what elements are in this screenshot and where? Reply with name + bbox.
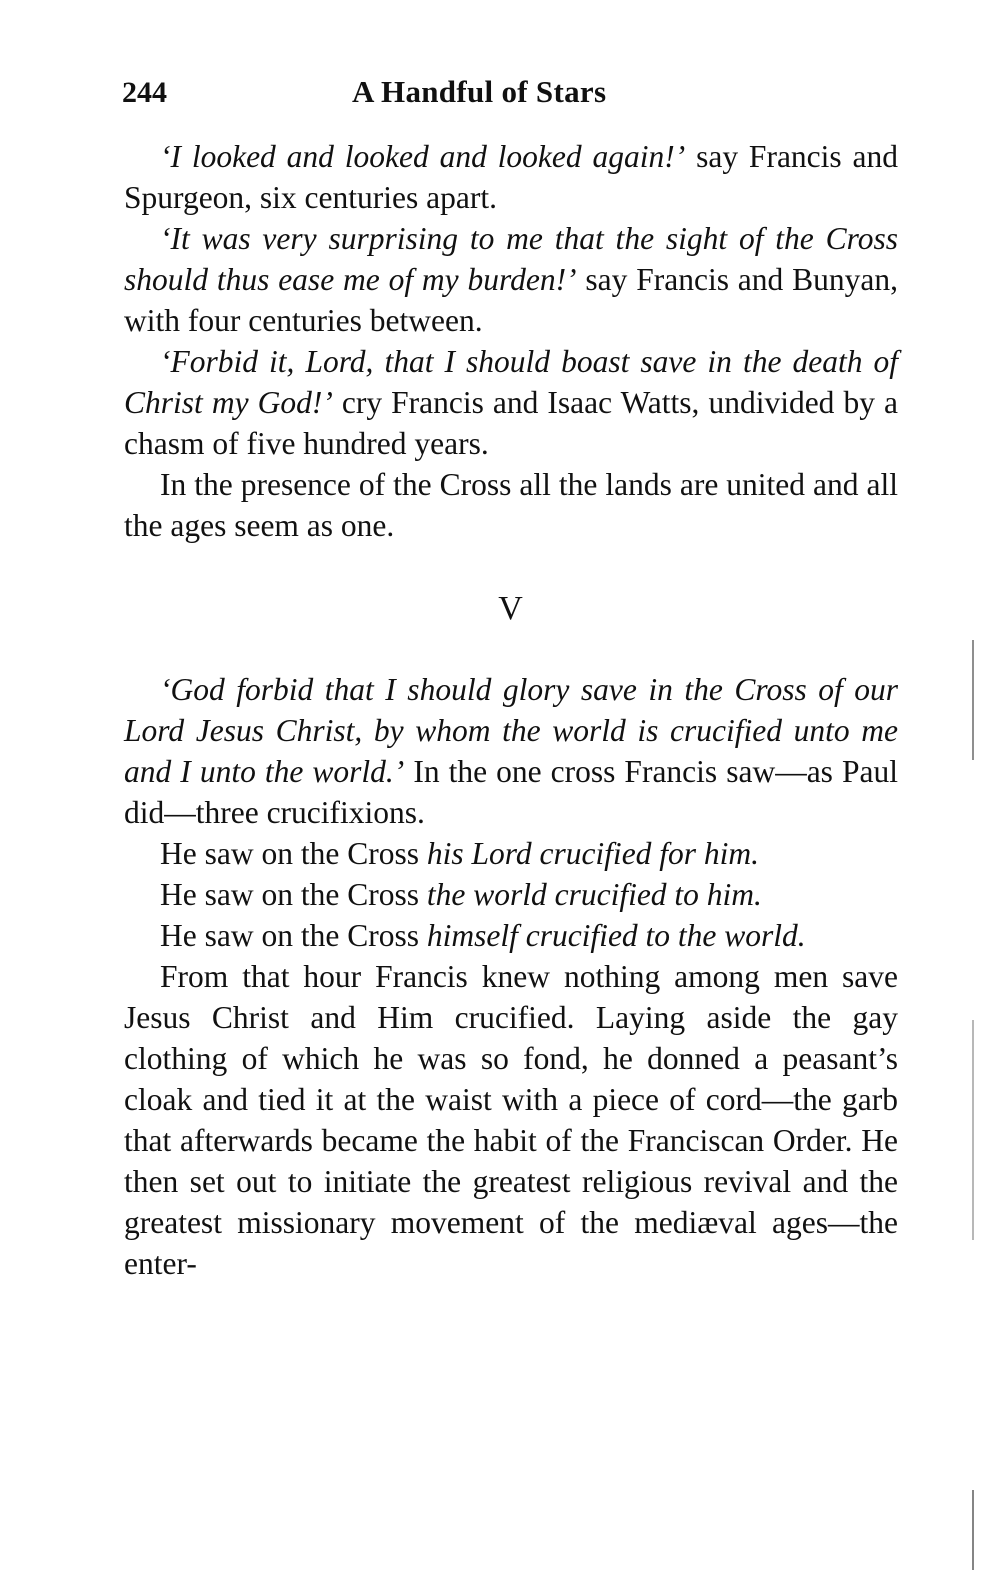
paragraph-text: He saw on the Cross [160, 918, 427, 953]
paragraph-franciscan-order [124, 956, 898, 1284]
paragraph-watts-quote [124, 341, 898, 464]
scan-edge-mark [972, 640, 974, 760]
paragraph-text: say Francis and Bunyan, with four centuries between. [124, 262, 898, 338]
paragraph-text: cry Francis and Isaac Watts, undivided by a chasm of five hundred years. [124, 385, 898, 461]
emphasis-text: himself crucified to the world. [426, 918, 806, 953]
paragraph-pauline-quote [124, 669, 898, 833]
scan-edge-mark [972, 1020, 974, 1240]
section-heading: V [498, 590, 524, 627]
quote-text: ‘God forbid that I should glory save in the Cross of our Lord Jesus Christ, by whom the world is crucified unto me and I unto the world.’ [124, 672, 898, 789]
paragraph-bunyan-quote [124, 218, 898, 341]
paragraph-text: He saw on the Cross [160, 836, 427, 871]
paragraph-text: In the one cross Francis saw—as Paul did—three crucifixions. [124, 754, 898, 830]
quote-text: ‘It was very surprising to me that the sight of the Cross should thus ease me of my burden!’ [124, 221, 898, 297]
paragraph-text: say Francis and Spurgeon, six centuries apart. [124, 139, 898, 215]
running-title: A Handful of Stars [352, 74, 607, 109]
scan-edge-mark [972, 1490, 974, 1570]
paragraph-presence-of-cross [124, 464, 898, 546]
paragraph-himself-crucified [124, 915, 898, 956]
quote-text: ‘I looked and looked and looked again!’ [160, 139, 686, 174]
paragraph-text: He saw on the Cross [160, 877, 427, 912]
paragraph-spurgeon-quote [124, 136, 898, 218]
body-text [124, 136, 898, 1284]
quote-text: ‘Forbid it, Lord, that I should boast save in the death of Christ my God!’ [124, 344, 898, 420]
paragraph-text: From that hour Francis knew nothing among men save Jesus Christ and Him crucified. Laying aside the gay clothing of which he was so fond, he donned a peasant’s cloak and tied it at the waist with a piece of cord—the garb that afterwards became the habit of the Franciscan Order. He then set out to initiate the greatest religious revival and the greatest missionary movement of the mediæval ages—the enter- [124, 959, 898, 1281]
emphasis-text: the world crucified to him. [426, 877, 762, 912]
running-head [122, 70, 898, 114]
paragraph-lord-crucified [124, 833, 898, 874]
emphasis-text: his Lord crucified for him. [426, 836, 760, 871]
page-number: 244 [122, 76, 167, 109]
paragraph-world-crucified [124, 874, 898, 915]
paragraph-text: In the presence of the Cross all the lands are united and all the ages seem as one. [124, 467, 898, 543]
